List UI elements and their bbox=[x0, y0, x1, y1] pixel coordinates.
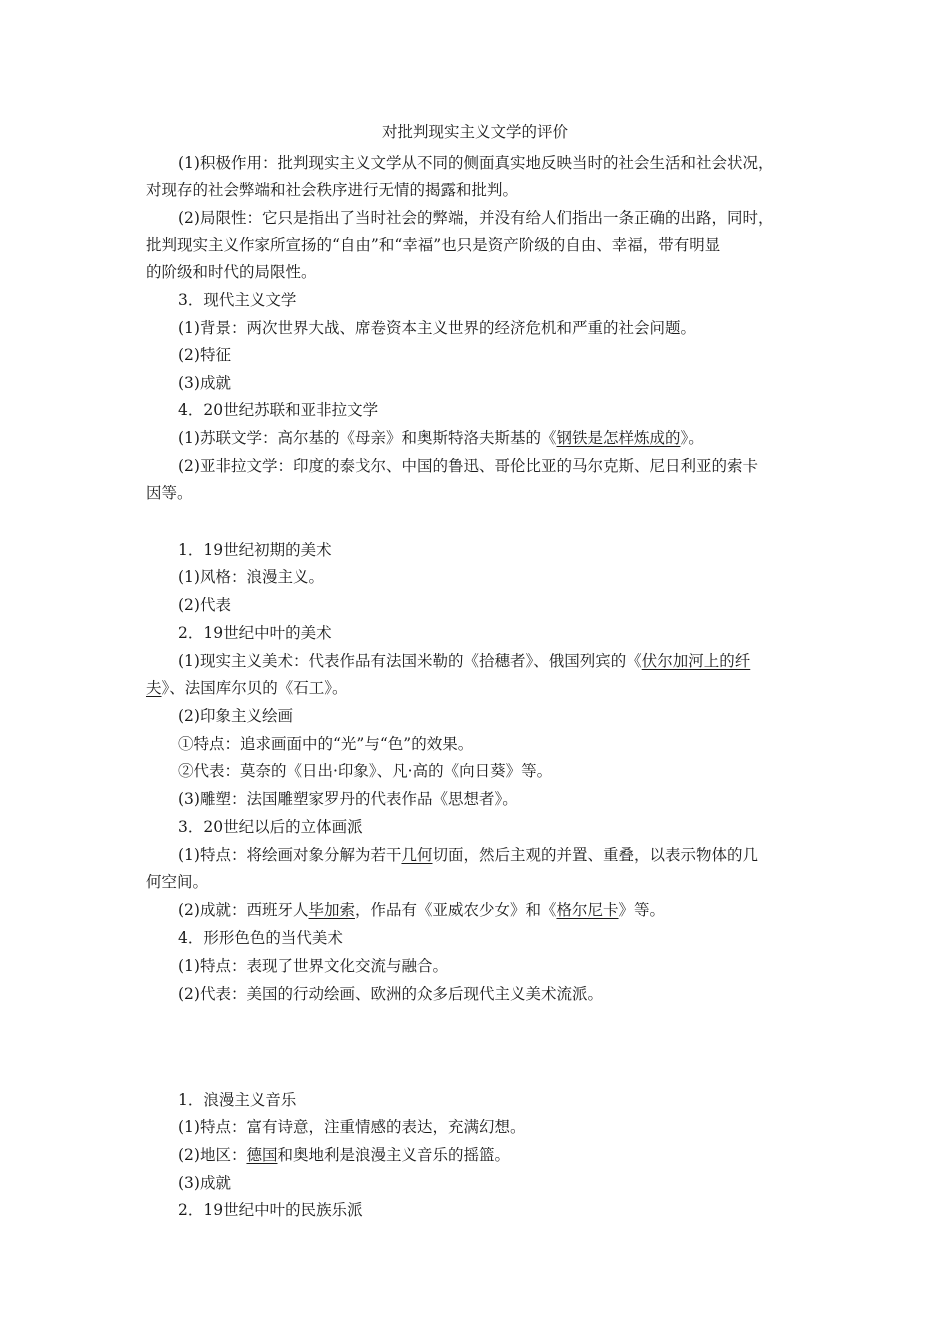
heading: 1．浪漫主义音乐 bbox=[178, 1091, 297, 1109]
paragraph-line: 的阶级和时代的局限性。 bbox=[146, 263, 317, 281]
paragraph-line: (3)成就 bbox=[178, 374, 231, 392]
paragraph-line: (2)特征 bbox=[178, 346, 231, 364]
paragraph-line bbox=[178, 651, 750, 671]
paragraph-line: (1)特点：表现了世界文化交流与融合。 bbox=[178, 957, 448, 975]
heading: 4．20世纪苏联和亚非拉文学 bbox=[178, 401, 379, 419]
underlined-text: 几何 bbox=[401, 846, 433, 864]
text-run: (2)成就：西班牙人 bbox=[178, 901, 309, 919]
paragraph-line: (1)风格：浪漫主义。 bbox=[178, 568, 324, 586]
underlined-text: 德国 bbox=[246, 1146, 278, 1164]
paragraph-line: 因等。 bbox=[146, 484, 193, 502]
text-run: 和奥地利是浪漫主义音乐的摇篮。 bbox=[277, 1146, 510, 1164]
text-run: ，作品有《亚威农少女》和《 bbox=[354, 901, 557, 919]
text-run: (1)特点：将绘画对象分解为若干 bbox=[178, 846, 402, 864]
paragraph-line: (3)雕塑：法国雕塑家罗丹的代表作品《思想者》。 bbox=[178, 790, 518, 808]
text-run: 》等。 bbox=[618, 901, 666, 919]
paragraph-line: (1)背景：两次世界大战、席卷资本主义世界的经济危机和严重的社会问题。 bbox=[178, 319, 696, 337]
paragraph-line: ①特点：追求画面中的“光”与“色”的效果。 bbox=[178, 735, 474, 753]
paragraph-line: (1)特点：富有诗意，注重情感的表达，充满幻想。 bbox=[178, 1118, 526, 1136]
section-title: 对批判现实主义文学的评价 bbox=[381, 123, 568, 141]
paragraph-line: 对现存的社会弊端和社会秩序进行无情的揭露和批判。 bbox=[146, 181, 519, 199]
paragraph-line bbox=[178, 845, 758, 865]
paragraph-line bbox=[178, 900, 665, 920]
paragraph-line: ②代表：莫奈的《日出·印象》、凡·高的《向日葵》等。 bbox=[178, 762, 553, 780]
underlined-text: 夫 bbox=[146, 679, 162, 697]
paragraph-line: (2)印象主义绘画 bbox=[178, 707, 293, 725]
paragraph-line bbox=[178, 428, 704, 448]
text-run: 》、法国库尔贝的《石工》。 bbox=[161, 679, 348, 697]
text-run: 》。 bbox=[680, 429, 704, 447]
heading: 1．19世纪初期的美术 bbox=[178, 541, 332, 559]
paragraph-line: 批判现实主义作家所宣扬的“自由”和“幸福”也只是资产阶级的自由、幸福，带有明显 bbox=[146, 236, 721, 254]
paragraph-line bbox=[146, 678, 348, 698]
text-run: (2)地区： bbox=[178, 1146, 247, 1164]
paragraph-line: (2)代表 bbox=[178, 596, 231, 614]
text-run: (1)苏联文学：高尔基的《母亲》和奥斯特洛夫斯基的《 bbox=[178, 429, 557, 447]
heading: 2．19世纪中叶的美术 bbox=[178, 624, 332, 642]
underlined-text: 伏尔加河上的纤 bbox=[641, 652, 751, 670]
heading: 4．形形色色的当代美术 bbox=[178, 929, 343, 947]
underlined-text: 毕加索 bbox=[308, 901, 355, 919]
heading: 3．20世纪以后的立体画派 bbox=[178, 818, 363, 836]
heading: 3．现代主义文学 bbox=[178, 291, 297, 309]
text-run: 切面，然后主观的并置、重叠，以表示物体的几 bbox=[432, 846, 758, 864]
paragraph-line: 何空间。 bbox=[146, 873, 209, 891]
paragraph-line bbox=[178, 1145, 510, 1165]
heading: 2．19世纪中叶的民族乐派 bbox=[178, 1201, 363, 1219]
underlined-text: 钢铁是怎样炼成的 bbox=[556, 429, 681, 447]
underlined-text: 格尔尼卡 bbox=[556, 901, 619, 919]
paragraph-line: (3)成就 bbox=[178, 1174, 231, 1192]
paragraph-line: (2)亚非拉文学：印度的泰戈尔、中国的鲁迅、哥伦比亚的马尔克斯、尼日利亚的索卡 bbox=[178, 457, 758, 475]
paragraph-line: (2)局限性：它只是指出了当时社会的弊端，并没有给人们指出一条正确的出路，同时， bbox=[178, 209, 774, 227]
paragraph-line: (1)积极作用：批判现实主义文学从不同的侧面真实地反映当时的社会生活和社会状况， bbox=[178, 154, 774, 172]
paragraph-line: (2)代表：美国的行动绘画、欧洲的众多后现代主义美术流派。 bbox=[178, 985, 603, 1003]
text-run: (1)现实主义美术：代表作品有法国米勒的《拾穗者》、俄国列宾的《 bbox=[178, 652, 642, 670]
